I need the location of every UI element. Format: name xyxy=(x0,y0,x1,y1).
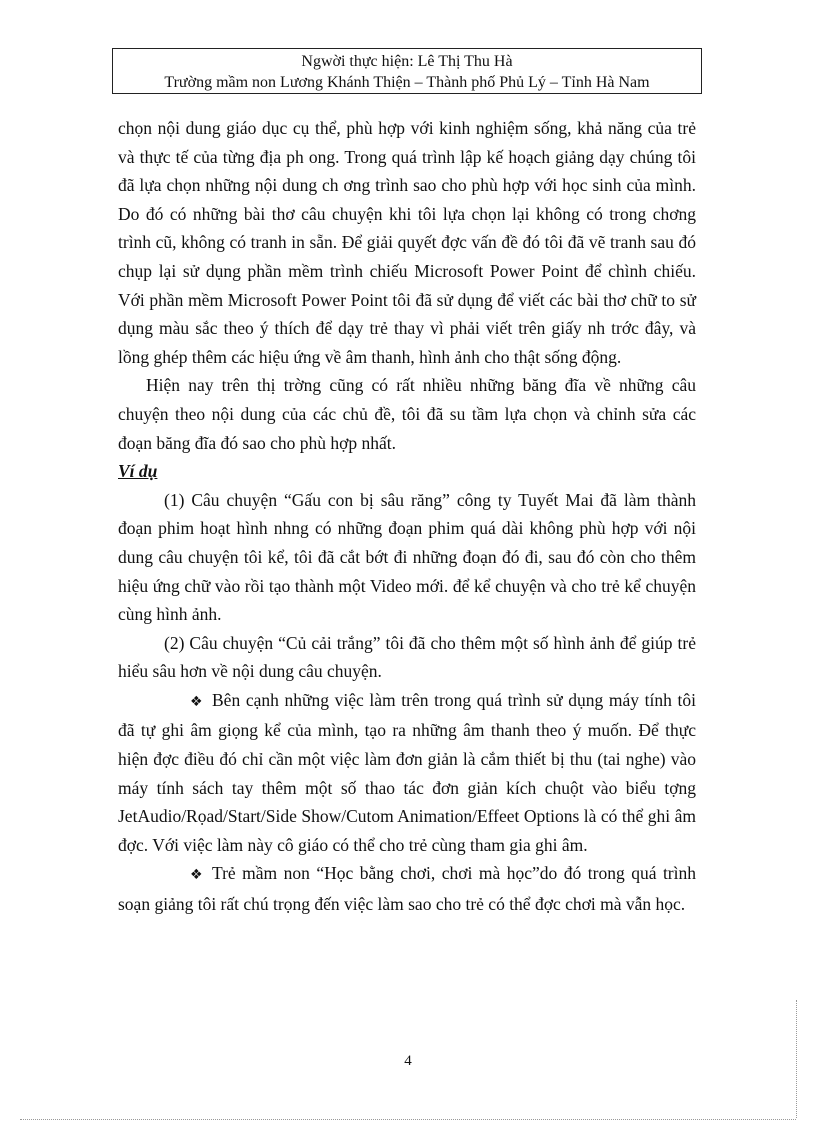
document-body xyxy=(118,114,696,919)
bullet-text-2: Trẻ mầm non “Học bằng chơi, chơi mà học”do đó trong quá trình soạn giảng tôi rất chú trọng đến việc làm sao cho trẻ có thể đợc chơi mà vẫn học. xyxy=(118,863,696,915)
page-number: 4 xyxy=(404,1053,412,1069)
page-edge-divider-bottom xyxy=(20,1119,796,1120)
body-paragraph-1: chọn nội dung giáo dục cụ thể, phù hợp với kinh nghiệm sống, khả năng của trẻ và thực tế của từng địa ph ong. Trong quá trình lập kế hoạch giảng dạy chúng tôi đã lựa chọn những nội dung ch ơng trình sao cho phù hợp với học sinh của mình. Do đó có những bài thơ câu chuyện khi tôi lựa chọn lại không có trong chơng trình cũ, không có tranh in sẵn. Để giải quyết đợc vấn đề đó tôi đã vẽ tranh sau đó chụp lại sử dụng phần mềm trình chiếu Microsoft Power Point để chình chiếu. Với phần mềm Microsoft Power Point tôi đã sử dụng để viết các bài thơ chữ to sử dụng màu sắc theo ý thích để dạy trẻ thay vì phải viết trên giấy nh trớc đây, và lồng ghép thêm các hiệu ứng về âm thanh, hình ảnh cho thật sống động. xyxy=(118,118,696,367)
diamond-bullet-icon: ❖ xyxy=(190,693,203,710)
example-paragraph-2: (2) Câu chuyện “Củ cải trắng” tôi đã cho thêm một số hình ảnh để giúp trẻ hiểu sâu hơn về nội dung câu chuyện. xyxy=(118,632,696,682)
body-paragraph-2: Hiện nay trên thị trờng cũng có rất nhiều những băng đĩa về những câu chuyện theo nội dung của các chủ đề, tôi đã su tầm lựa chọn và chỉnh sửa các đoạn băng đĩa đó sao cho phù hợp nhất. xyxy=(118,375,696,453)
header-school-line: Trường mầm non Lương Khánh Thiện – Thành phố Phủ Lý – Tỉnh Hà Nam xyxy=(164,74,650,91)
example-paragraph-1: (1) Câu chuyện “Gấu con bị sâu răng” công ty Tuyết Mai đã làm thành đoạn phim hoạt hình nhng có những đoạn phim quá dài không phù hợp với nội dung câu chuyện tôi kể, tôi đã cắt bớt đi những đoạn đó đi, sau đó còn cho thêm hiệu ứng chữ vào rồi tạo thành một Video mới. để kể chuyện và cho trẻ kể chuyện cùng hình ảnh. xyxy=(118,489,696,625)
header-author-line: Ngwời thực hiện: Lê Thị Thu Hà xyxy=(301,53,513,70)
page-header-box xyxy=(112,48,702,94)
page-edge-divider-right xyxy=(796,1000,797,1118)
diamond-bullet-icon: ❖ xyxy=(190,867,203,884)
example-heading xyxy=(118,457,696,486)
bullet-paragraph-1 xyxy=(118,686,696,860)
example-label: Ví dụ xyxy=(118,461,158,482)
bullet-paragraph-2 xyxy=(118,859,696,918)
bullet-text-1: Bên cạnh những việc làm trên trong quá trình sử dụng máy tính tôi đã tự ghi âm giọng kể của mình, tạo ra những âm thanh theo ý muốn. Để thực hiện đợc điều đó chỉ cần một việc làm đơn giản là cắm thiết bị thu (tai nghe) vào máy tính sách tay thêm một số thao tác đơn giản kích chuột vào biểu tợng JetAudio/Rọad/Start/Side Show/Cutom Animation/Effeet Options là có thể ghi âm đợc. Với việc làm này cô giáo có thể cho trẻ cùng tham gia ghi âm. xyxy=(118,689,696,855)
